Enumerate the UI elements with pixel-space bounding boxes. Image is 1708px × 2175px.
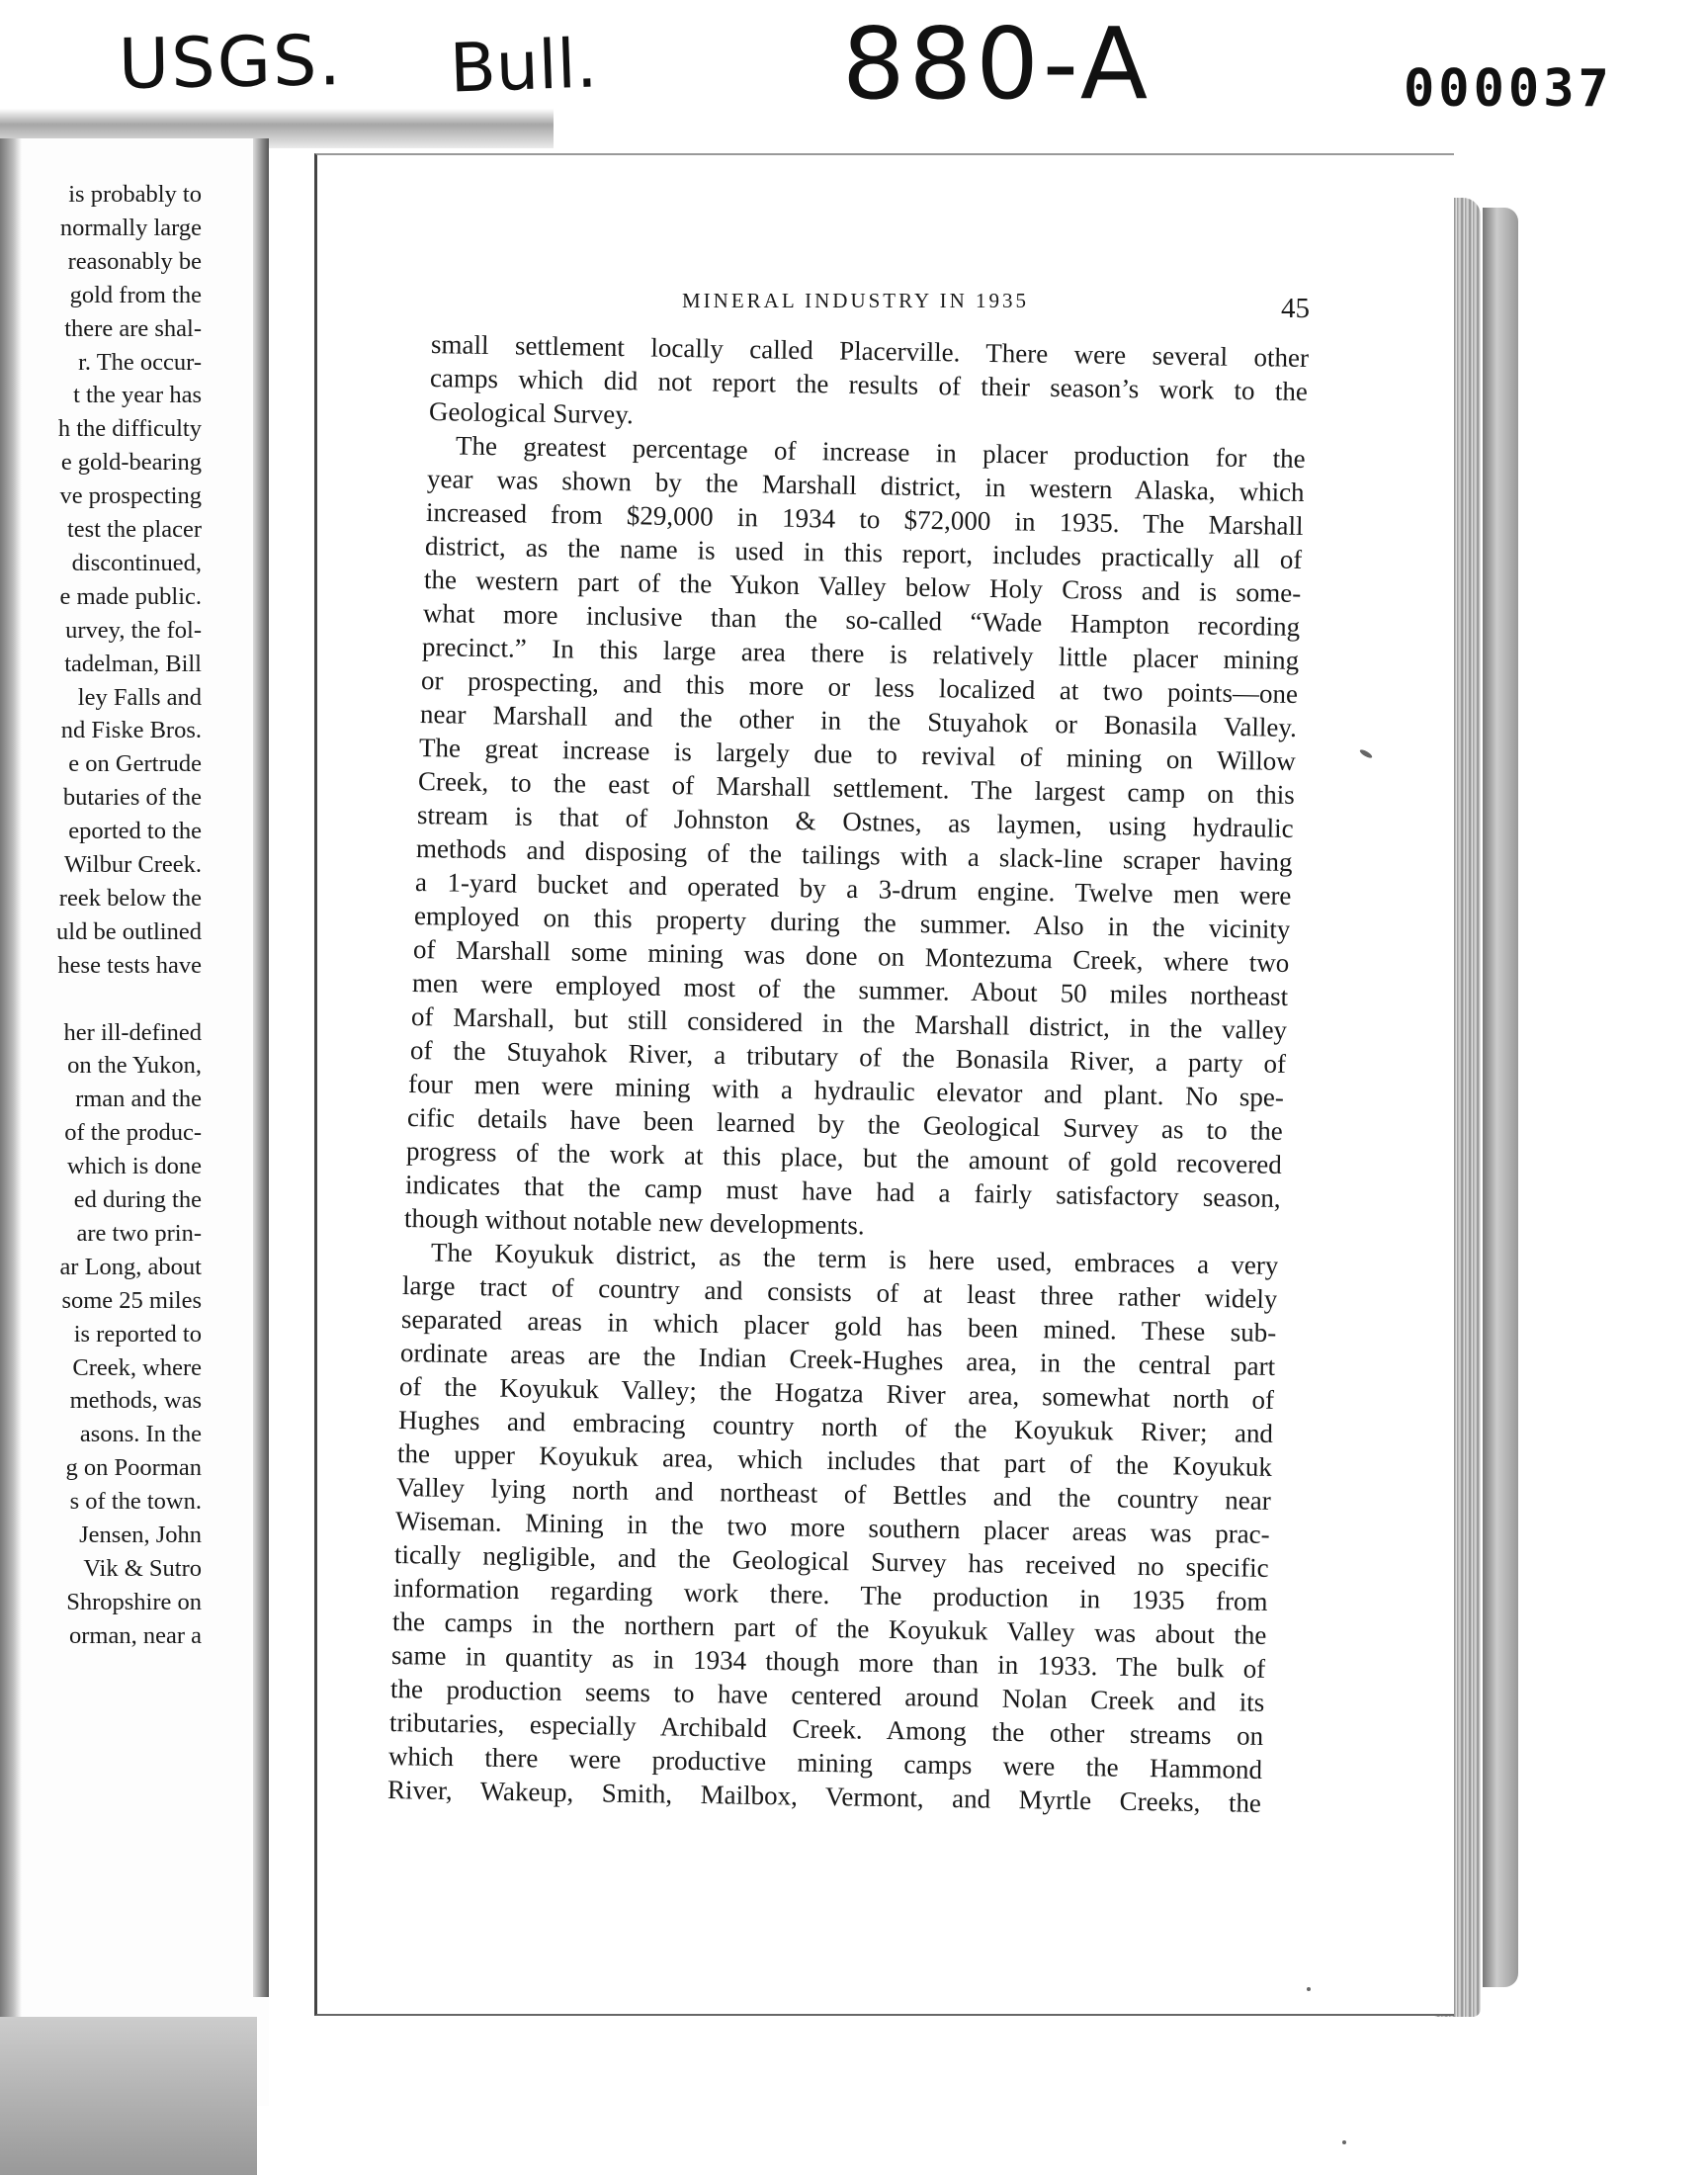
left-page-line: e gold-bearing <box>60 449 202 477</box>
left-page-line: urvey, the fol- <box>65 616 202 644</box>
left-page-line: eported to the <box>68 818 202 845</box>
handwritten-series: Bull. <box>448 25 599 109</box>
left-page-line: gold from the <box>69 281 202 308</box>
body-line: what more inclusive than the so-called “Wade Hampton recording <box>422 598 1301 642</box>
left-page-line: of the produc- <box>64 1119 202 1147</box>
body-line: increased from $29,000 in 1934 to $72,000 in 1935. The Marshall <box>425 497 1304 541</box>
running-head: MINERAL INDUSTRY IN 1935 <box>682 289 1030 312</box>
body-line: Creek, to the east of Marshall settlement. The largest camp on this <box>417 766 1295 810</box>
left-page-line: hese tests have <box>57 951 202 979</box>
body-line: same in quantity as in 1934 though more than in 1933. The bulk of <box>390 1640 1266 1684</box>
left-page-line: her ill-defined <box>63 1018 202 1046</box>
body-line: River, Wakeup, Smith, Mailbox, Vermont, and Myrtle Creeks, the <box>386 1775 1262 1818</box>
body-line: methods and disposing of the tailings with a slack-line scraper having <box>415 833 1293 877</box>
left-page-line: test the placer <box>66 516 202 543</box>
body-line: tributaries, especially Archibald Creek. Among the other streams on <box>388 1707 1264 1751</box>
body-line: cific details have been learned by the Geological Survey as to the <box>407 1102 1284 1146</box>
left-page-line: is probably to <box>68 181 202 208</box>
left-page-line: on the Yukon, <box>67 1052 202 1080</box>
body-line: near Marshall and the other in the Stuyahok or Bonasila Valley. <box>419 699 1297 742</box>
left-page-line: t the year has <box>73 382 202 409</box>
page-number: 45 <box>1281 293 1310 324</box>
left-page-line: which is done <box>66 1153 202 1180</box>
left-page-line: e on Gertrude <box>68 750 202 778</box>
left-page-line: Wilbur Creek. <box>63 851 202 878</box>
body-line: of Marshall some mining was done on Montezuma Creek, where two <box>412 934 1290 978</box>
body-line: district, as the name is used in this report, includes practically all of <box>424 531 1303 574</box>
body-line: The greatest percentage of increase in placer production for the <box>455 430 1306 474</box>
left-page-line: orman, near a <box>69 1621 202 1649</box>
body-line: camps which did not report the results of their season’s work to the <box>429 363 1309 406</box>
handwritten-agency: USGS. <box>118 20 344 105</box>
page-stack-edge-outer <box>1483 208 1518 1987</box>
body-line: stream is that of Johnston & Ostnes, as laymen, using hydraulic <box>416 800 1294 843</box>
body-line: tically negligible, and the Geological Survey has received no specific <box>393 1539 1269 1583</box>
left-page-line: Vik & Sutro <box>83 1554 202 1582</box>
left-page-line: e made public. <box>59 582 202 610</box>
body-line: indicates that the camp must have had a fairly satisfactory season, <box>405 1170 1282 1213</box>
body-line: though without notable new developments. <box>404 1203 866 1241</box>
left-page-line: uld be outlined <box>56 917 202 945</box>
body-line: information regarding work there. The production in 1935 from <box>392 1573 1268 1616</box>
left-page-line: ley Falls and <box>77 683 202 711</box>
bottom-shadow <box>0 2017 257 2175</box>
left-page-line: Creek, where <box>72 1353 202 1381</box>
body-line: a 1-yard bucket and operated by a 3-drum engine. Twelve men were <box>414 867 1292 911</box>
body-line: separated areas in which placer gold has been mined. These sub- <box>401 1304 1277 1348</box>
body-line: of the Koyukuk Valley; the Hogatza River area, somewhat north of <box>399 1371 1275 1415</box>
body-line: four men were mining with a hydraulic elevator and plant. No spe- <box>408 1069 1285 1112</box>
left-page-line: ar Long, about <box>59 1253 202 1280</box>
left-page-line: g on Poorman <box>65 1454 202 1482</box>
left-page-line: is reported to <box>73 1320 202 1348</box>
body-line: men were employed most of the summer. About 50 miles northeast <box>411 968 1288 1011</box>
left-page-line: s of the town. <box>69 1488 202 1516</box>
body-line: the camps in the northern part of the Koyukuk Valley was about the <box>391 1607 1267 1650</box>
left-page-line: reasonably be <box>67 247 202 275</box>
body-line: Valley lying north and northeast of Bettles and the country near <box>396 1472 1272 1516</box>
body-line: small settlement locally called Placerville. There were several other <box>430 329 1310 373</box>
body-line: large tract of country and consists of at least three rather widely <box>402 1270 1278 1314</box>
left-page-fold <box>253 138 269 1997</box>
body-line: the western part of the Yukon Valley below Holy Cross and is some- <box>423 565 1302 608</box>
body-line: Geological Survey. <box>428 396 634 430</box>
handwritten-bulletin-number: 880-A <box>842 6 1153 122</box>
left-page-line: rman and the <box>75 1086 202 1113</box>
body-line: The great increase is largely due to revival of mining on Willow <box>418 733 1296 776</box>
scan-id-stamp: 000037 <box>1404 59 1613 119</box>
left-page-line: Shropshire on <box>66 1588 202 1615</box>
left-page-line: nd Fiske Bros. <box>60 717 202 744</box>
left-page-line: are two prin- <box>76 1219 202 1247</box>
left-page-line: ve prospecting <box>59 482 202 510</box>
left-page <box>0 138 269 2106</box>
body-line: ordinate areas are the Indian Creek-Hughes area, in the central part <box>400 1338 1276 1381</box>
body-line: year was shown by the Marshall district, in western Alaska, which <box>426 464 1305 507</box>
body-line: Hughes and embracing country north of the Koyukuk River; and <box>398 1405 1274 1448</box>
body-line: Wiseman. Mining in the two more southern placer areas was prac- <box>394 1506 1271 1549</box>
body-line: the upper Koyukuk area, which includes that part of the Koyukuk <box>397 1438 1273 1482</box>
left-page-line: ed during the <box>73 1186 202 1213</box>
left-page-line: methods, was <box>69 1387 202 1415</box>
left-page-line: h the difficulty <box>57 415 202 443</box>
scan-speck <box>1307 1987 1311 1991</box>
body-line: employed on this property during the summer. Also in the vicinity <box>413 901 1291 944</box>
scan-speck <box>1342 2140 1346 2144</box>
left-page-line: Jensen, John <box>79 1522 202 1548</box>
body-line: progress of the work at this place, but the amount of gold recovered <box>406 1136 1283 1179</box>
left-page-line: butaries of the <box>62 784 202 812</box>
left-page-line: asons. In the <box>79 1421 202 1448</box>
body-line: which there were productive mining camps were the Hammond <box>387 1741 1263 1784</box>
left-page-line: r. The occur- <box>78 348 202 376</box>
body-line: of Marshall, but still considered in the Marshall district, in the valley <box>410 1001 1287 1045</box>
left-page-line: discontinued, <box>71 549 202 576</box>
body-line: precinct.” In this large area there is relatively little placer mining <box>421 632 1300 675</box>
body-line: The Koyukuk district, as the term is here used, embraces a very <box>431 1237 1280 1280</box>
body-line: of the Stuyahok River, a tributary of the Bonasila River, a party of <box>409 1035 1286 1079</box>
left-page-line: reek below the <box>58 884 202 912</box>
left-page-line: tadelman, Bill <box>64 650 202 677</box>
body-line: the production seems to have centered around Nolan Creek and its <box>389 1674 1265 1717</box>
left-page-line: normally large <box>59 214 202 241</box>
left-page-line: some 25 miles <box>61 1286 202 1314</box>
body-line: or prospecting, and this more or less localized at two points—one <box>420 665 1299 709</box>
left-page-line: there are shal- <box>64 314 202 342</box>
